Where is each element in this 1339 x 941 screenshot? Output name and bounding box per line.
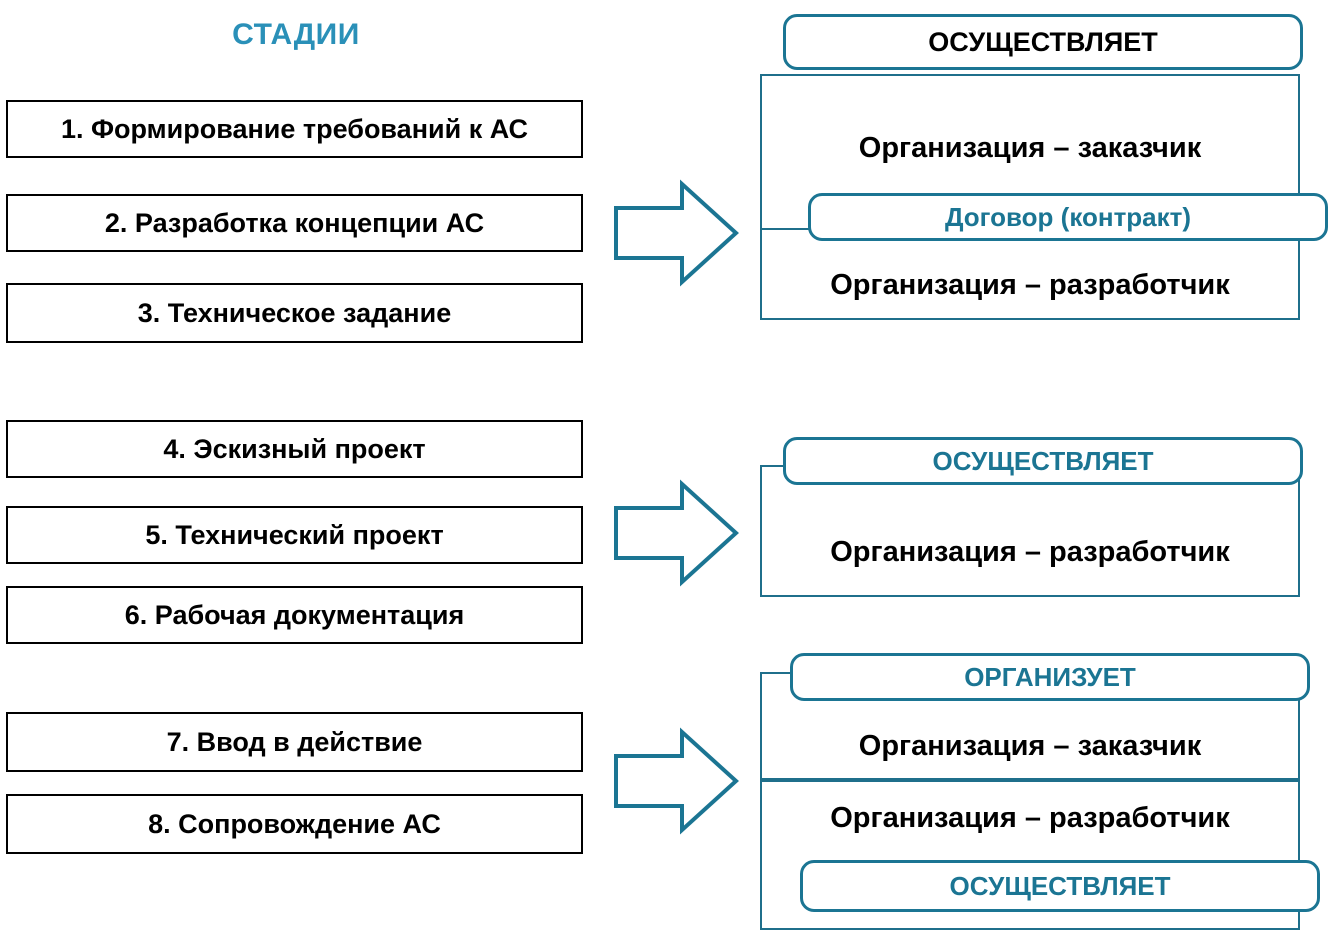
responsible-header-2: ОСУЩЕСТВЛЯЕТ [783, 437, 1303, 485]
stage-box-8[interactable]: 8. Сопровождение АС [6, 794, 583, 854]
stage-box-6[interactable]: 6. Рабочая документация [6, 586, 583, 644]
arrow-right-icon-1 [612, 178, 740, 288]
responsible-header-3: ОРГАНИЗУЕТ [790, 653, 1310, 701]
stage-box-3[interactable]: 3. Техническое задание [6, 283, 583, 343]
stage-box-1[interactable]: 1. Формирование требований к АС [6, 100, 583, 158]
responsible-frame-1b [760, 228, 1300, 320]
responsible-footer-3: ОСУЩЕСТВЛЯЕТ [800, 860, 1320, 912]
arrow-right-icon-3 [612, 726, 740, 836]
contract-link-label: Договор (контракт) [808, 193, 1328, 241]
stage-box-7[interactable]: 7. Ввод в действие [6, 712, 583, 772]
responsible-actor-2a: Организация – разработчик [830, 535, 1230, 568]
stage-box-2[interactable]: 2. Разработка концепции АС [6, 194, 583, 252]
stage-box-5[interactable]: 5. Технический проект [6, 506, 583, 564]
responsible-actor-3a: Организация – заказчик [858, 729, 1202, 762]
stages-column-title: СТАДИИ [232, 18, 360, 51]
arrow-right-icon-2 [612, 478, 740, 588]
responsible-actor-1b: Организация – разработчик [830, 268, 1230, 301]
responsible-actor-3b: Организация – разработчик [830, 801, 1230, 834]
stage-box-4[interactable]: 4. Эскизный проект [6, 420, 583, 478]
responsible-header-1: ОСУЩЕСТВЛЯЕТ [783, 14, 1303, 70]
responsible-actor-1a: Организация – заказчик [858, 132, 1202, 164]
